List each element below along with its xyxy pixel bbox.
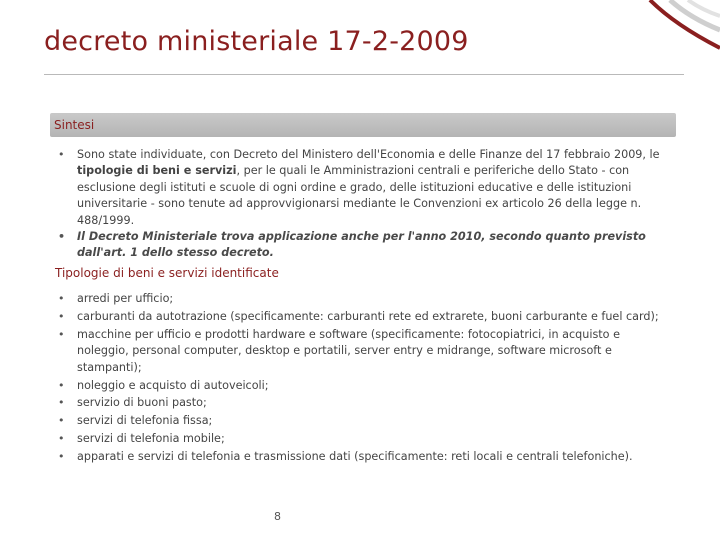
- list-item: [58, 395, 674, 411]
- bullet-dot: •: [58, 327, 65, 341]
- bullet-dot: •: [58, 148, 65, 161]
- decoration-line-faint: [688, 0, 720, 16]
- title-divider: [44, 74, 684, 75]
- sintesi-bullet-1-bold: tipologie di beni e servizi: [77, 164, 237, 178]
- list-item-text: apparati e servizi di telefonia e trasmissione dati (specificamente: reti locali e centrali telefoniche).: [77, 450, 633, 464]
- list-item-text: servizio di buoni pasto;: [77, 396, 207, 410]
- bullet-dot: •: [58, 230, 66, 244]
- list-item: [58, 291, 674, 307]
- page-title: decreto ministeriale 17-2-2009: [44, 26, 469, 57]
- list-item-text: servizi di telefonia fissa;: [77, 414, 213, 428]
- bullet-dot: •: [58, 309, 65, 323]
- corner-decoration: [630, 0, 720, 60]
- tipologie-list: [58, 291, 674, 467]
- bullet-dot: •: [58, 414, 65, 428]
- list-item-text: arredi per ufficio;: [77, 292, 174, 305]
- sintesi-bullet-1-text-a: Sono state individuate, con Decreto del Ministero dell'Economia e delle Finanze del 17 febbraio 2009, le: [77, 148, 660, 161]
- bullet-dot: •: [58, 378, 65, 392]
- list-item-text: noleggio e acquisto di autoveicoli;: [77, 378, 269, 392]
- list-item: [58, 413, 674, 429]
- list-item: [58, 431, 674, 447]
- list-item-text: servizi di telefonia mobile;: [77, 432, 225, 446]
- tipologie-heading: Tipologie di beni e servizi identificate: [55, 266, 279, 280]
- bullet-dot: •: [58, 396, 65, 410]
- sintesi-block: [58, 147, 674, 262]
- bullet-dot: •: [58, 292, 65, 305]
- list-item: [58, 378, 674, 394]
- sintesi-bullet-2: [58, 229, 674, 262]
- list-item: [58, 449, 674, 465]
- bullet-dot: •: [58, 432, 65, 446]
- list-item-text: carburanti da autotrazione (specificamente: carburanti rete ed extrarete, buoni carburante e fuel card);: [77, 309, 659, 323]
- sintesi-bullet-2-text: Il Decreto Ministeriale trova applicazione anche per l'anno 2010, secondo quanto previsto dall'art. 1 dello stesso decreto.: [77, 230, 646, 260]
- section-label: Sintesi: [54, 118, 95, 132]
- list-item-text: macchine per ufficio e prodotti hardware e software (specificamente: fotocopiatrici, in acquisto e noleggio, personal computer, desktop e portatili, server entry e midrange, software microsoft e stampanti);: [77, 327, 620, 374]
- bullet-dot: •: [58, 450, 65, 464]
- section-bar-sintesi: [50, 113, 676, 137]
- sintesi-bullet-1: [58, 147, 674, 229]
- list-item: [58, 309, 674, 325]
- list-item: [58, 327, 674, 376]
- page-number: 8: [274, 510, 281, 523]
- sintesi-bullet-1-text-b: , per le quali le Amministrazioni centrali e periferiche dello Stato - con esclusione degli istituti e scuole di ogni ordine e grado, delle istituzioni educative e delle istituzioni universitarie - sono tenute ad approvvigionarsi mediante le Convenzioni ex articolo 26 della legge n. 488/1999.: [77, 164, 642, 227]
